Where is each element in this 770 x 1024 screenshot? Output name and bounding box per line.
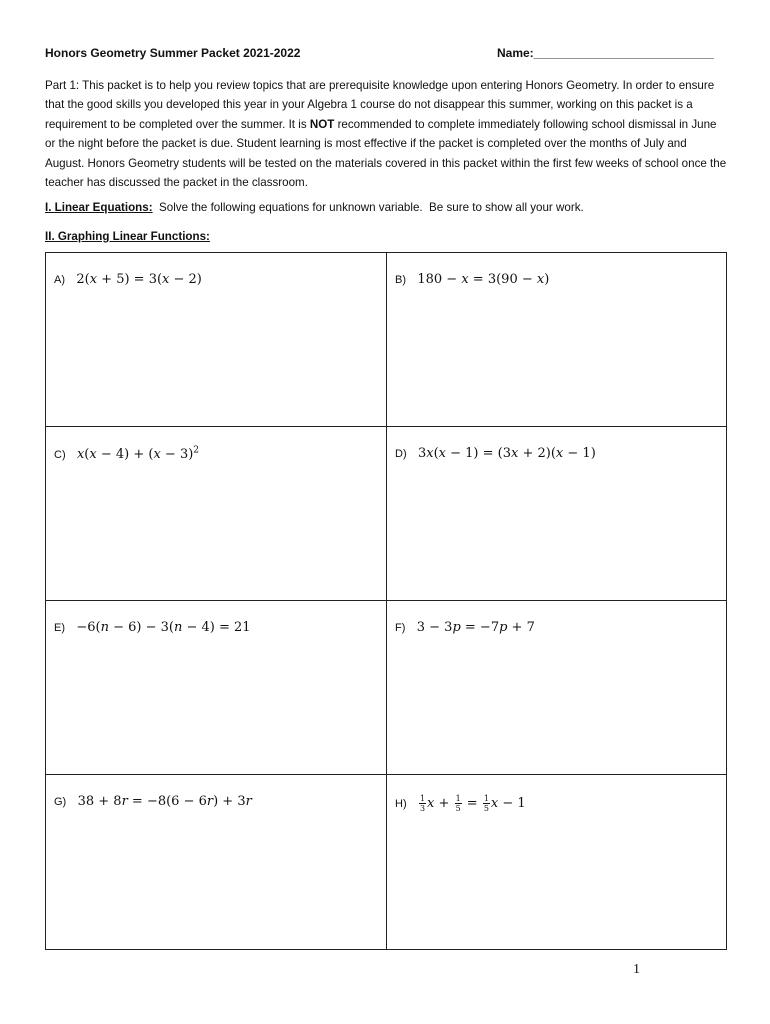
problem-letter: F) — [395, 622, 406, 634]
problem-letter: A) — [54, 274, 65, 286]
problem-cell-b — [387, 253, 726, 427]
section-heading-graphing: II. Graphing Linear Functions: — [45, 230, 210, 243]
problem-b — [395, 272, 549, 287]
problem-cell-c — [46, 427, 387, 601]
problem-equation: $x(x - 4) + (x - 3)^2$ — [76, 446, 200, 463]
problem-c — [54, 446, 199, 462]
problem-letter: H) — [395, 798, 407, 810]
problem-cell-f — [387, 601, 726, 775]
problem-letter: E) — [54, 622, 65, 634]
problem-cell-d — [387, 427, 726, 601]
problem-d — [395, 446, 596, 461]
problem-equation: 3 − 3p = −7p + 7 — [416, 620, 535, 635]
problem-f — [395, 620, 535, 635]
problem-letter: D) — [395, 448, 407, 460]
problem-letter: B) — [395, 274, 406, 286]
name-field-label: Name:___________________________ — [497, 46, 714, 60]
problem-cell-h — [387, 775, 726, 949]
intro-text-end: recommended to complete immediately following school dismissal in June or the night before the packet is due. Student learning is most effective if the packet is completed over the months of July and August. Honors Geometry students will be tested on the materials covered in this packet within the first few weeks of school once the teacher has discussed the packet in the classroom. — [45, 117, 727, 190]
problem-h — [395, 794, 526, 813]
problem-cell-e — [46, 601, 387, 775]
page-header — [45, 46, 725, 66]
intro-emphasis: NOT — [309, 117, 335, 131]
problem-g — [54, 794, 252, 809]
problem-equation: 3x(x − 1) = (3x + 2)(x − 1) — [417, 446, 596, 461]
problem-letter: C) — [54, 449, 66, 462]
section-heading-linear-equations: I. Linear Equations: — [45, 201, 153, 214]
problem-letter: G) — [54, 796, 67, 808]
problem-e — [54, 620, 251, 635]
section-graphing-linear-functions — [45, 230, 727, 243]
section-instruction: Solve the following equations for unknown variable. Be sure to show all your work. — [152, 201, 584, 214]
intro-paragraph — [45, 76, 727, 192]
problem-equation: 38 + 8r = −8(6 − 6r) + 3r — [77, 794, 252, 809]
problem-equation: −6(n − 6) − 3(n − 4) = 21 — [76, 620, 251, 635]
problem-equation: $\frac{1}{3}$ x + $\frac{1}{5}$ = $\frac{1}{5}$ x − 1 — [419, 794, 526, 813]
problem-equation: 180 − x = 3(90 − x) — [417, 272, 550, 287]
problem-cell-a — [46, 253, 387, 427]
packet-title: Honors Geometry Summer Packet 2021-2022 — [45, 46, 301, 60]
section-linear-equations — [45, 201, 727, 214]
problem-cell-g — [46, 775, 387, 949]
problem-grid — [45, 252, 727, 950]
problem-a — [54, 272, 202, 287]
page-number: 1 — [633, 962, 640, 977]
intro-text-start: Part 1: This packet is to help you review topics that are prerequisite knowledge upon entering Honors Geometry. In order to ensure that the good skills you developed this year in your Algebra 1 course do not disappear this summer, working on this packet is a requirement to be completed over the summer. It is — [45, 79, 715, 131]
problem-equation: 2(x + 5) = 3(x − 2) — [76, 272, 202, 287]
